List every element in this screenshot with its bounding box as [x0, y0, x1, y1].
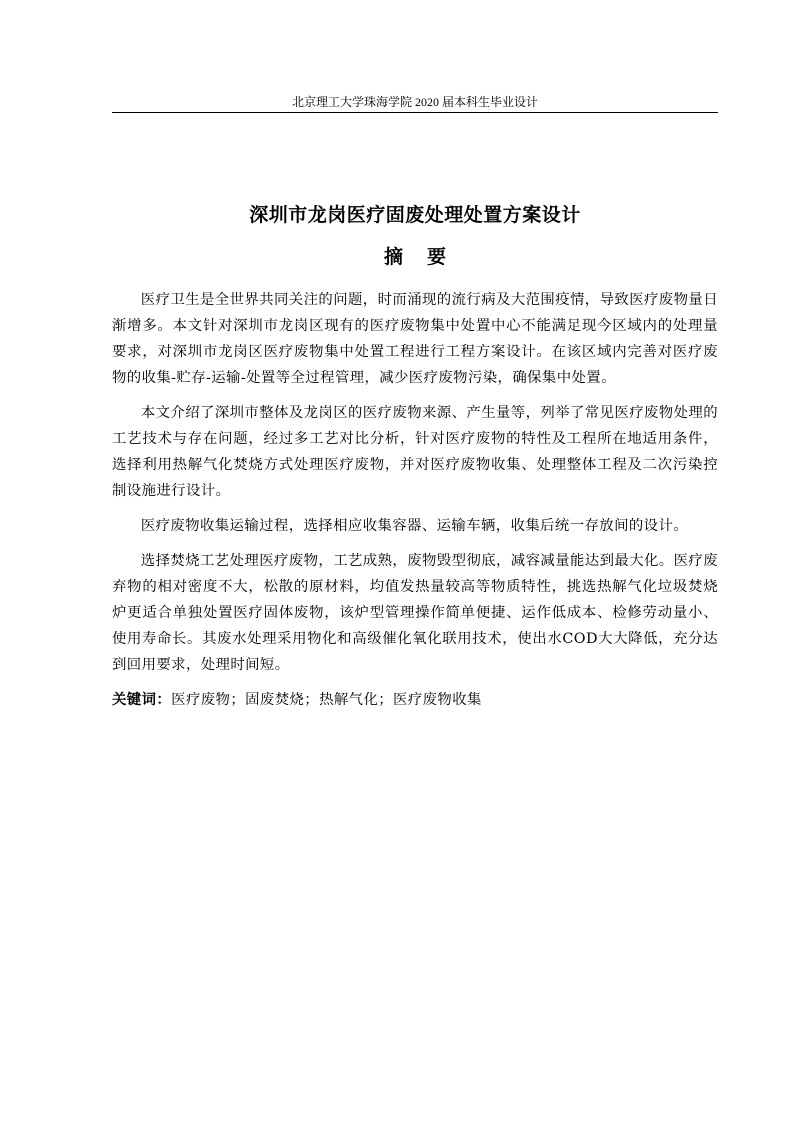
abstract-paragraph-1: 医疗卫生是全世界共同关注的问题，时而涌现的流行病及大范围疫情，导致医疗废物量日渐增多。本文针对深圳市龙岗区现有的医疗废物集中处置中心不能满足现今区域内的处理量要求，对深圳市龙岗区医疗废物集中处置工程进行工程方案设计。在该区域内完善对医疗废物的收集-贮存-运输-处置等全过程管理，减少医疗废物污染，确保集中处置。: [112, 292, 718, 386]
running-header: 北京理工大学珠海学院 2020 届本科生毕业设计: [291, 95, 538, 109]
abstract-body: [112, 287, 718, 713]
abstract-heading: [112, 243, 718, 271]
abstract-paragraph-4: 选择焚烧工艺处理医疗废物，工艺成熟，废物毁型彻底，减容减量能达到最大化。医疗废弃物的相对密度不大，松散的原材料，均值发热量较高等物质特性，挑选热解气化垃圾焚烧炉更适合单独处置医疗固体废物，该炉型管理操作简单便捷、运作低成本、检修劳动量小、使用寿命长。其废水处理采用物化和高级催化氧化联用技术，使出水COD大大降低，充分达到回用要求，处理时间短。: [112, 553, 718, 673]
keywords-text: 医疗废物；固废焚烧；热解气化；医疗废物收集: [171, 692, 482, 708]
abstract-paragraph-3: 医疗废物收集运输过程，选择相应收集容器、运输车辆，收集后统一存放间的设计。: [140, 518, 689, 534]
abstract-paragraph-2: 本文介绍了深圳市整体及龙岗区的医疗废物来源、产生量等，列举了常见医疗废物处理的工艺技术与存在问题，经过多工艺对比分析，针对医疗废物的特性及工程所在地适用条件，选择利用热解气化焚烧方式处理医疗废物，并对医疗废物收集、处理整体工程及二次污染控制设施进行设计。: [112, 405, 718, 499]
abstract-heading-char-1: 摘: [384, 246, 404, 268]
document-title: 深圳市龙岗医疗固废处理处置方案设计: [249, 204, 581, 226]
header-divider: [112, 112, 718, 113]
keywords-label: 关键词：: [112, 692, 172, 708]
abstract-heading-char-2: 要: [427, 246, 447, 268]
keywords-line: [112, 687, 718, 713]
